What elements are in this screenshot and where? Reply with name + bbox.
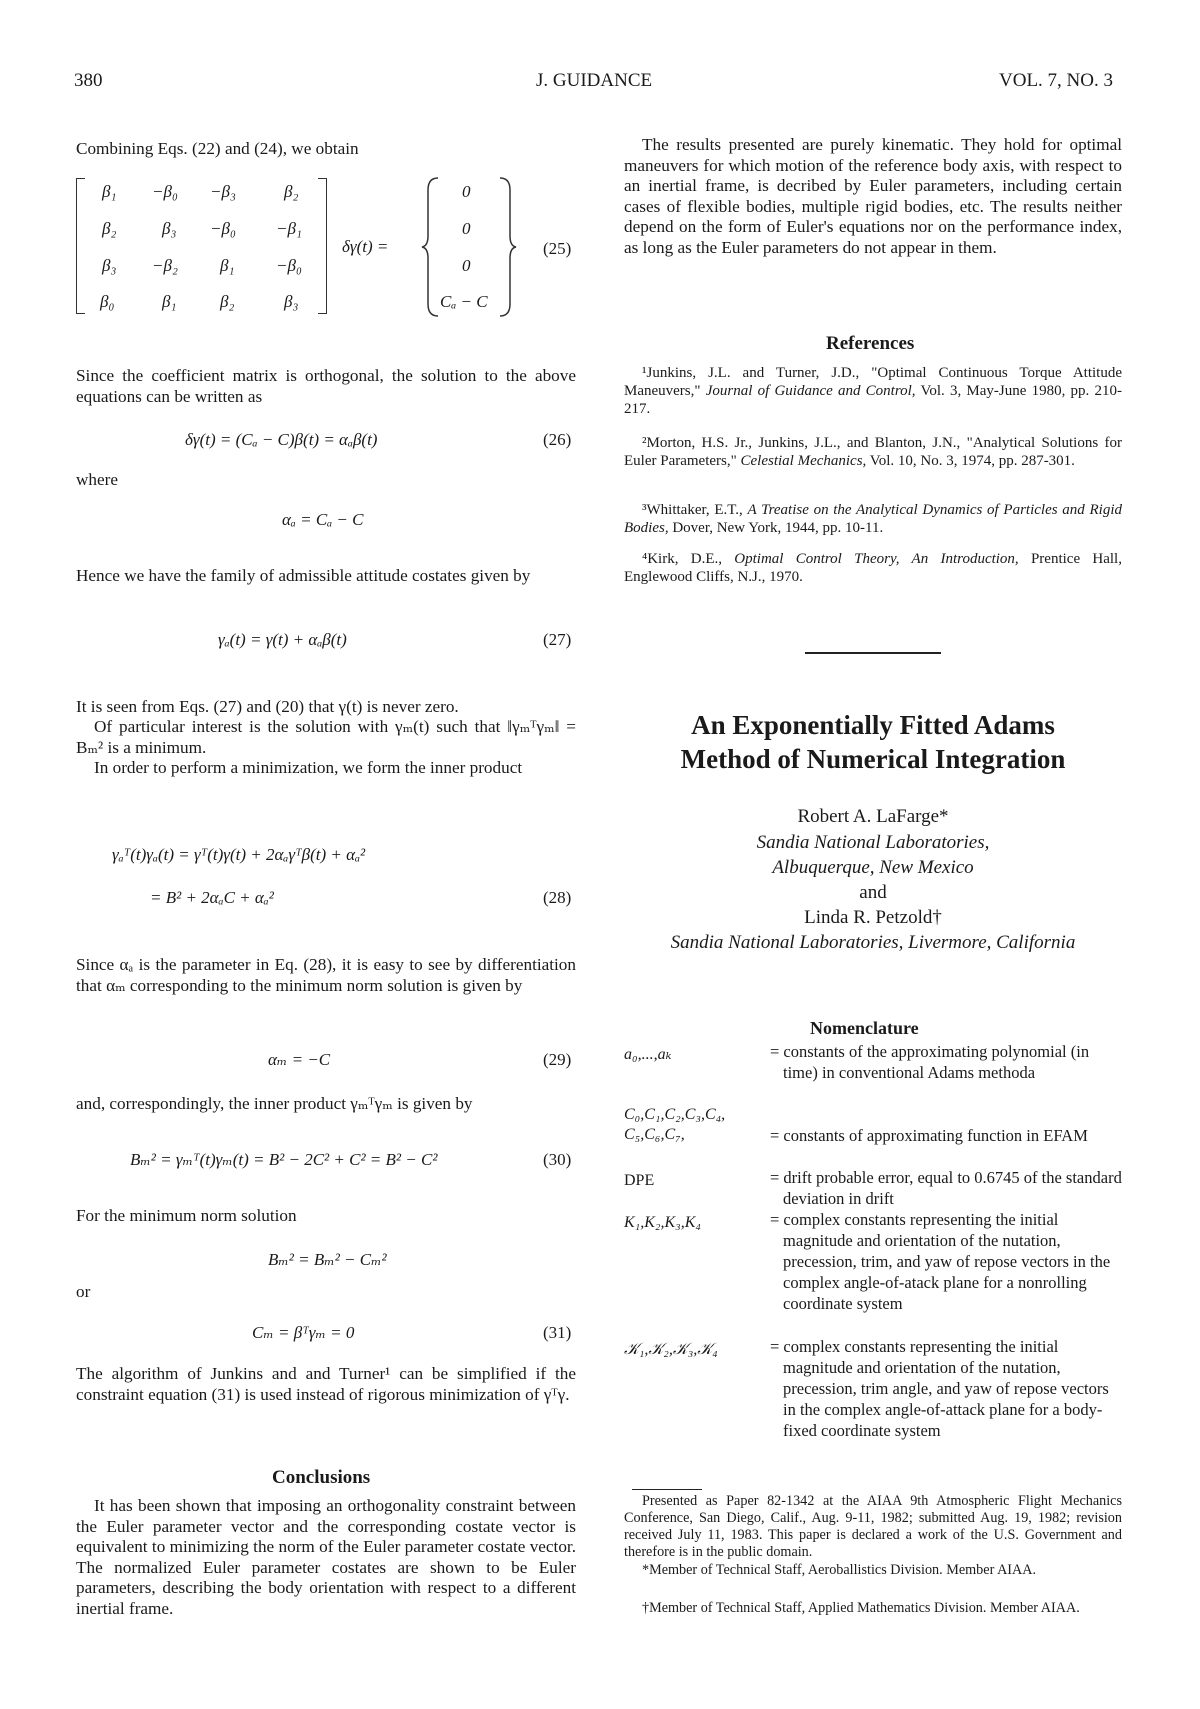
left-bracket bbox=[76, 178, 85, 314]
eq31: Cₘ = βᵀγₘ = 0 bbox=[252, 1323, 355, 1342]
eq-b: Bₘ² = Bₘ² − Cₘ² bbox=[268, 1250, 387, 1269]
matrix-cell: β₃ bbox=[284, 292, 299, 311]
matrix-cell: β₃ bbox=[102, 256, 117, 275]
title-line: Method of Numerical Integration bbox=[680, 744, 1066, 774]
never-zero-paragraph: It is seen from Eqs. (27) and (20) that γ(t) is never zero. bbox=[76, 697, 459, 716]
matrix-cell: β₂ bbox=[284, 182, 299, 201]
particular-paragraph: Of particular interest is the solution with γₘ(t) such that ‖γₘᵀγₘ‖ = Bₘ² is a minimum. bbox=[76, 717, 576, 757]
matrix-cell: β₁ bbox=[220, 256, 235, 275]
matrix-cell: β₂ bbox=[102, 219, 117, 238]
eq30: Bₘ² = γₘᵀ(t)γₘ(t) = B² − 2C² + C² = B² − C² bbox=[130, 1150, 438, 1169]
where-text: where bbox=[76, 470, 118, 489]
matrix-cell: β₂ bbox=[220, 292, 235, 311]
nomenclature-symbol: 𝒦₁,𝒦₂,𝒦₃,𝒦₄ bbox=[624, 1341, 718, 1358]
nomenclature-symbol: C₀,C₁,C₂,C₃,C₄, C₅,C₆,C₇, bbox=[624, 1106, 726, 1143]
matrix-cell: −β₀ bbox=[276, 256, 302, 275]
nomenclature-symbol: a₀,...,aₖ bbox=[624, 1046, 672, 1063]
matrix-cell: −β₁ bbox=[276, 219, 302, 238]
reference-item: ²Morton, H.S. Jr., Junkins, J.L., and Blanton, J.N., "Analytical Solutions for Euler Parameters," Celestial Mechanics, Vol. 10, No. 3, 1974, pp. 287-301. bbox=[624, 435, 1122, 469]
matrix-cell: β₀ bbox=[100, 292, 115, 311]
author-2: Linda R. Petzold† bbox=[804, 907, 942, 928]
conclusions-heading: Conclusions bbox=[272, 1467, 371, 1488]
nomenclature-definition: = complex constants representing the initial magnitude and orientation of the nutation, precession, trim angle, and yaw of repose vectors in the complex angle-of-attack plane for a body-fixed coordinate system bbox=[770, 1337, 1109, 1440]
nomenclature-definition: = constants of the approximating polynomial (in time) in conventional Adams methoda bbox=[770, 1042, 1090, 1082]
reference-item: ³Whittaker, E.T., A Treatise on the Analytical Dynamics of Particles and Rigid Bodies, Dover, New York, 1944, pp. 10-11. bbox=[624, 502, 1122, 536]
eq-alpha: αₐ = Cₐ − C bbox=[282, 510, 364, 529]
eq28-line1: γₐᵀ(t)γₐ(t) = γᵀ(t)γ(t) + 2αₐγᵀβ(t) + αₐ² bbox=[112, 845, 366, 864]
algorithm-paragraph: The algorithm of Junkins and and Turner¹ can be simplified if the constraint equation (31) is used instead of rigorous minimization of γᵀγ. bbox=[76, 1364, 576, 1404]
matrix-cell: −β₀ bbox=[152, 182, 178, 201]
orthogonal-paragraph: Since the coefficient matrix is orthogonal, the solution to the above equations can be written as bbox=[76, 366, 576, 406]
author-1: Robert A. LaFarge* bbox=[797, 806, 949, 827]
article-title bbox=[624, 708, 1122, 776]
footnote-presented: Presented as Paper 82-1342 at the AIAA 9th Atmospheric Flight Mechanics Conference, San Diego, Calif., Aug. 9-11, 1982; submitted Aug. 19, 1982; revision received July 11, 1983. This paper is declared a work of the U.S. Government and therefore is in the public domain. bbox=[624, 1493, 1122, 1560]
page-number: 380 bbox=[74, 70, 103, 91]
matrix-cell: β₃ bbox=[162, 219, 177, 238]
eq27-number: (27) bbox=[543, 630, 572, 649]
right-brace bbox=[498, 176, 518, 318]
rhs-cell: 0 bbox=[462, 182, 471, 201]
correspondingly-paragraph: and, correspondingly, the inner product γₘᵀγₘ is given by bbox=[76, 1094, 473, 1113]
differentiation-paragraph: Since αₐ is the parameter in Eq. (28), it is easy to see by differentiation that αₘ corresponding to the minimum norm solution is given by bbox=[76, 955, 576, 995]
title-line: An Exponentially Fitted Adams bbox=[691, 710, 1055, 740]
eq27: γₐ(t) = γ(t) + αₐβ(t) bbox=[218, 630, 347, 649]
rhs-cell: 0 bbox=[462, 256, 471, 275]
reference-item: ⁴Kirk, D.E., Optimal Control Theory, An Introduction, Prentice Hall, Englewood Cliffs, N.J., 1970. bbox=[624, 551, 1122, 585]
eq28-line2: = B² + 2αₐC + αₐ² bbox=[150, 888, 274, 907]
matrix-cell: −β₃ bbox=[210, 182, 236, 201]
or-text: or bbox=[76, 1282, 91, 1301]
journal-name: J. GUIDANCE bbox=[536, 70, 653, 91]
eq30-number: (30) bbox=[543, 1150, 572, 1169]
footnote-author-2: †Member of Technical Staff, Applied Mathematics Division. Member AIAA. bbox=[642, 1600, 1080, 1616]
affiliation-1a: Sandia National Laboratories, bbox=[756, 832, 990, 853]
nomenclature-definition: = constants of approximating function in EFAM bbox=[770, 1126, 1088, 1145]
matrix-cell: −β₀ bbox=[210, 219, 236, 238]
affiliation-1b: Albuquerque, New Mexico bbox=[772, 857, 974, 878]
references-heading: References bbox=[826, 333, 915, 354]
nomenclature-symbol: DPE bbox=[624, 1172, 655, 1189]
eq29-number: (29) bbox=[543, 1050, 572, 1069]
eq26: δγ(t) = (Cₐ − C)β(t) = αₐβ(t) bbox=[185, 430, 378, 449]
right-bracket bbox=[318, 178, 327, 314]
eq25-lhs: δγ(t) = bbox=[342, 237, 389, 256]
eq29: αₘ = −C bbox=[268, 1050, 331, 1069]
nomenclature-definition: = complex constants representing the initial magnitude and orientation of the nutation, precession, trim, and yaw of repose vectors in the complex angle-of-atack plane for a nonrolling coordinate system bbox=[770, 1210, 1111, 1313]
volume-number: VOL. 7, NO. 3 bbox=[999, 70, 1113, 91]
intro-text: Combining Eqs. (22) and (24), we obtain bbox=[76, 139, 359, 158]
nomenclature-symbol: K₁,K₂,K₃,K₄ bbox=[624, 1214, 701, 1231]
nomenclature-definition: = drift probable error, equal to 0.6745 of the standard deviation in drift bbox=[770, 1168, 1122, 1208]
rhs-cell: 0 bbox=[462, 219, 471, 238]
matrix-cell: β₁ bbox=[162, 292, 177, 311]
conclusions-paragraph: It has been shown that imposing an orthogonality constraint between the Euler parameter vector and the corresponding costate vector is equivalent to minimizing the norm of the Euler parameter costate vector. The normalized Euler parameter costates are shown to be Euler parameters, describing the body orientation with respect to a different inertial frame. bbox=[76, 1496, 576, 1618]
footnote-author-1: *Member of Technical Staff, Aeroballistics Division. Member AIAA. bbox=[642, 1562, 1037, 1578]
rhs-cell: Cₐ − C bbox=[440, 292, 488, 311]
eq28-number: (28) bbox=[543, 888, 572, 907]
min-norm-paragraph: For the minimum norm solution bbox=[76, 1206, 297, 1225]
eq31-number: (31) bbox=[543, 1323, 572, 1342]
matrix-cell: β₁ bbox=[102, 182, 117, 201]
eq26-number: (26) bbox=[543, 430, 572, 449]
left-brace bbox=[420, 176, 440, 318]
footnote-rule bbox=[632, 1489, 702, 1490]
affiliation-2: Sandia National Laboratories, Livermore, California bbox=[670, 932, 1076, 953]
eq25-number: (25) bbox=[543, 239, 572, 258]
matrix-cell: −β₂ bbox=[152, 256, 178, 275]
section-divider bbox=[805, 652, 941, 654]
nomenclature-heading: Nomenclature bbox=[810, 1018, 919, 1038]
and-text: and bbox=[859, 882, 887, 903]
reference-item: ¹Junkins, J.L. and Turner, J.D., "Optimal Continuous Torque Attitude Maneuvers," Journal of Guidance and Control, Vol. 3, May-June 1980, pp. 210-217. bbox=[624, 365, 1122, 417]
family-paragraph: Hence we have the family of admissible attitude costates given by bbox=[76, 566, 531, 585]
results-paragraph: The results presented are purely kinematic. They hold for optimal maneuvers for which motion of the reference body axis, with respect to an inertial frame, is decribed by Euler parameters, including certain cases of flexible bodies, multiple rigid bodies, etc. The results neither depend on the form of Euler's equations nor on the performance index, as long as the Euler parameters do not appear in them. bbox=[624, 135, 1122, 257]
inner-product-paragraph: In order to perform a minimization, we form the inner product bbox=[94, 758, 523, 777]
